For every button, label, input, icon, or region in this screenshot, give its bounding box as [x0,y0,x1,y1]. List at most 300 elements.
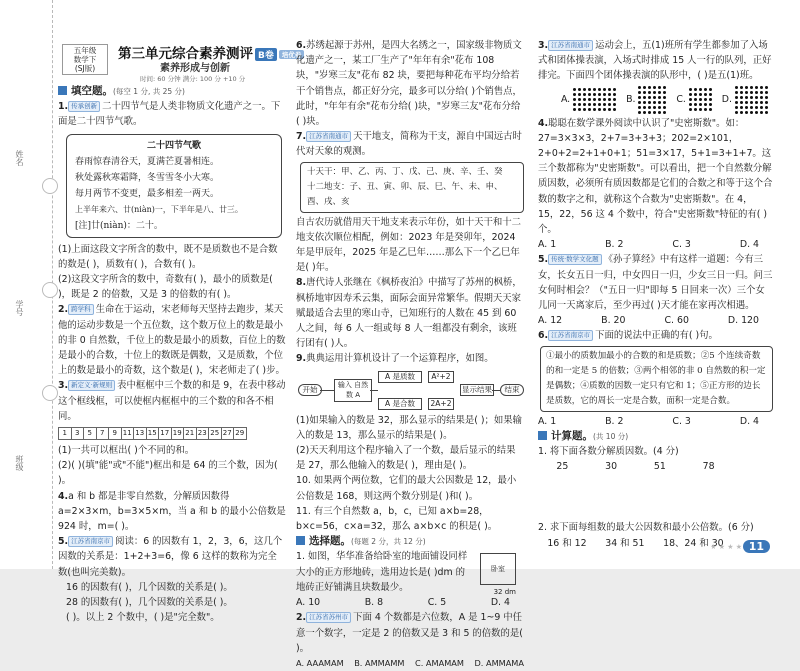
star-decoration: ★ ★ ★ ★ [710,543,742,551]
dot [613,103,616,106]
dot [709,108,712,111]
dot [745,96,748,99]
dot [603,103,606,106]
flow-arrow [320,390,334,391]
question-text: 唐代诗人张继在《枫桥夜泊》中描写了苏州的枫桥，枫桥地审因寿禾云集，面际会面异常繁华。假期天天家赋最适合去里的寒山寺，已知班行的人数在 45 到 60 人之间，每 6 人一组或每 8 人一组都没有剩余，该班行团有( )人。 [296,277,522,350]
grid-cell: 11 [122,427,135,440]
flow-double: 2A+2 [428,398,454,410]
dot [704,108,707,111]
dot [760,101,763,104]
binding-hole [42,385,58,401]
formation-d[interactable] [722,86,768,114]
name-label: 姓名 [15,150,24,166]
dot [593,108,596,111]
grid-cell: 17 [159,427,172,440]
option-a[interactable]: A. 1 [538,239,557,251]
dot [613,108,616,111]
dot [709,98,712,101]
question-tag: 江苏省南通市 [306,131,351,142]
dot [765,106,768,109]
dot [613,98,616,101]
question-text: 二十四节气是人类非物质文化遗产之一。下面是二十四节气歌。 [58,101,281,128]
choice-1 [296,549,524,595]
dot [704,98,707,101]
question-5-part-2: 28 的因数有( )，几个因数的关系是( )。 [66,597,233,609]
question-3: 3. 新定义·新规则 表中框框中三个数的和是 9，在表中移动这个框线框，可以使框内框框中的三个数的和各不相同。 [58,380,286,422]
dot [694,93,697,96]
dot [760,106,763,109]
dot [638,101,641,104]
dot [735,111,738,114]
question-1: 1. 传承创新 二十四节气是人类非物质文化遗产之一。下面是二十四节气歌。 [58,101,281,128]
dot [583,98,586,101]
poem-line: 上半年来六、廿(niàn)一，下半年是八、廿三。 [75,204,243,214]
question-tag: 跨学科 [68,304,94,315]
dot [663,96,666,99]
dot [709,93,712,96]
dot [745,111,748,114]
dot [765,91,768,94]
dot [663,86,666,89]
choice-2: 2. 江苏省苏州市 下面 4 个数都是六位数，A 是 1~9 中任意一个数字，一定是 2 的倍数又是 3 和 5 的倍数的是( )。 [296,612,523,654]
dot [583,93,586,96]
question-3-part-2: (2)( )(填"能"或"不能")框出和是 64 的三个数，因为( )。 [58,460,278,487]
option-c[interactable]: C. 5 [427,597,447,609]
question-9-part-1: (1)如果输入的数是 32，那么显示的结果是( )；如果输入的数是 13，那么显示的结果是( )。 [296,414,522,441]
flow-square: A²+2 [428,371,454,383]
question-tag: 传承创新 [68,101,100,112]
tiangan-line: 十天干：甲、乙、丙、丁、戊、己、庚、辛、壬、癸 [307,166,503,177]
dot [578,98,581,101]
dot [573,108,576,111]
dot-grid [573,88,616,111]
dot [648,111,651,114]
class-label: 班级 [15,455,24,471]
question-text: 聪聪在数学课外阅读中认识了"史密斯数"。如：27=3×3×3，2+7=3+3+3；202=2×101，2+0+2=2+1+0+1；51=3×17，5+1=3+1+7。这三个数都称为"史密斯数"。可以看出，把一个自然数分解质因数，必须所有质因数都是它们的合数之和等于这个合数的数字之和，就称这个合数为"史密斯数"。在 4，15，22，56 这 4 个数中，符合"史密斯数"特征的有( )个。 [538,117,773,236]
flow-arrow [492,390,500,391]
dot [573,98,576,101]
grid-cell: 23 [197,427,210,440]
dot [694,88,697,91]
question-tag: 江苏省南京市 [68,536,113,547]
dot [653,106,656,109]
dot [689,108,692,111]
dot [704,93,707,96]
dot [750,91,753,94]
section-icon [538,431,547,440]
binding-hole [42,178,58,194]
dot [648,86,651,89]
dot [755,86,758,89]
option-c[interactable]: C. 60 [664,315,689,327]
dot [588,108,591,111]
dot [689,103,692,106]
calc-1-text: 1. 将下面各数分解质因数。(4 分) [538,446,679,458]
section-note: (共 10 分) [593,431,629,441]
option-d[interactable]: D. 4 [739,415,759,427]
question-7-rest: 自古农历就借用天干地支来表示年份，如十天干和十二地支依次顺位相配，例如：2023 年是癸卯年，2024 年是甲辰年，2025 年是乙巳年……那么下一个乙巳年是( )年。 [296,216,522,274]
page-subtitle: 素养形成与创新 [160,63,230,74]
dot [598,103,601,106]
grid-cell: 15 [147,427,160,440]
dot [735,86,738,89]
dot [653,96,656,99]
dot [745,91,748,94]
option-a[interactable]: A. 10 [296,597,321,609]
choice-6: 6. 江苏省南京市 下面的说法中正确的有( )句。 [538,330,718,342]
dot [643,106,646,109]
dot [598,93,601,96]
question-text: 下面 4 个数都是六位数，A 是 1~9 中任意一个数字，一定是 2 的倍数又是 3 和 5 的倍数的是( )。 [296,612,523,654]
dot [608,103,611,106]
grid-cell: 7 [97,427,110,440]
dot [699,93,702,96]
dot [689,88,692,91]
number-grid [58,427,286,440]
question-text: 表中框框中三个数的和是 9，在表中移动这个框线框，可以使框内框框中的三个数的和各不相同。 [58,380,286,422]
poem-title: 二十四节气歌 [146,140,201,151]
option-b[interactable]: B. 8 [364,597,384,609]
dot [740,91,743,94]
dot [648,91,651,94]
grid-cell: 5 [84,427,97,440]
dot [755,96,758,99]
flow-start: 开始 [298,384,322,396]
dot [663,101,666,104]
dot [653,111,656,114]
section-note: (每题 2 分，共 12 分) [351,537,426,547]
calc-number: 51 [653,461,666,473]
dot [694,108,697,111]
choice-2-options [296,656,524,671]
calc-number: 78 [702,461,715,473]
dizhi-line: 十二地支：子、丑、寅、卯、辰、巳、午、未、申、酉、戌、亥 [307,181,503,207]
binding-hole [42,282,58,298]
question-tag: 江苏省南京市 [548,330,593,341]
room-width: 32 dm [493,588,516,597]
question-1-part-1: (1)上面这段文字所含的数中，既不是质数也不是合数的数是( )，质数有( )，合数有( )。 [58,243,278,270]
dot [648,101,651,104]
formation-c[interactable] [676,86,712,114]
question-text: a 和 b 都是非零自然数，分解质因数得 a=2×3×m，b=3×5×m，当 a 和 b 的最小公倍数是 924 时，m=( )。 [58,490,286,533]
dot [658,96,661,99]
dot [735,101,738,104]
dot [598,98,601,101]
option-c-label: C. [676,94,686,105]
dot [750,106,753,109]
formation-b[interactable] [626,86,666,114]
dot [648,106,651,109]
dot [745,86,748,89]
edition-line: (SJ版) [74,64,96,73]
dot [608,93,611,96]
dot [588,98,591,101]
dot [643,86,646,89]
choice-4: 4.聪聪在数学课外阅读中认识了"史密斯数"。如：27=3×3×3，2+7=3+3+3；202=2×101，2+0+2=2+1+0+1；51=3×17，5+1=3+1+7。这三个数都称为"史密斯数"。可以看出，把一个自然数分解质因数，必须所有质因数都是它们的合数之和等于这个合数的数字之和，就称这个合数为"史密斯数"。在 4，15，22，56 这 4 个数中，符合"史密斯数"特征的有( )个。 [538,117,773,236]
poem-note: [注]廿(niàn)：二十。 [75,220,163,231]
dot [755,91,758,94]
dot [760,86,763,89]
option-d[interactable]: D. 120 [727,315,759,327]
option-a[interactable]: A. 1 [538,415,557,427]
dot [578,93,581,96]
page-number: 11 [743,540,770,553]
dot [658,86,661,89]
dot [638,111,641,114]
column-3 [538,38,773,551]
dot [643,101,646,104]
flow-prime: A 是质数 [378,371,422,383]
dot [750,86,753,89]
dot [755,106,758,109]
grid-cell: 3 [72,427,85,440]
dot [694,103,697,106]
grid-cell: 21 [184,427,197,440]
choice-6-options [538,414,773,429]
grid-cell: 1 [58,427,72,440]
poem-box [66,134,282,238]
dot [573,93,576,96]
dot [735,96,738,99]
dot [755,101,758,104]
section-note: (每空 1 分, 共 25 分) [113,87,185,96]
dot [704,103,707,106]
dot [765,96,768,99]
dot [578,88,581,91]
grade-tag [62,44,108,75]
question-10: 10. 如果两个两位数，它们的最大公因数是 12，最小公倍数是 168，则这两个数分别是( )和( )。 [296,475,517,502]
dot [638,106,641,109]
option-d[interactable]: D. 4 [739,239,759,251]
option-b[interactable]: B. AMMAMM [354,657,405,668]
choice-1-options [296,595,524,610]
question-text: 运动会上，五(1)班所有学生都参加了入场式和团体操表演，入场式时排成 15 人一行的队列，正好排完。下面四个团体操表演的队形中，( )是五(1)班。 [538,40,772,82]
dot [613,88,616,91]
dot [653,91,656,94]
flow-show: 显示结果 [462,384,492,394]
question-7: 7. 江苏省南通市 天干地支，简称为干支，源自中国远古时代对天象的观测。 [296,131,522,158]
dot [765,101,768,104]
column-2 [296,38,524,671]
grid-cell: 19 [172,427,185,440]
calc-pair: 18、24 和 30 [663,537,724,549]
question-tag: 新定义·新规则 [68,380,115,391]
option-c[interactable]: C. 3 [672,415,691,427]
room-diagram [480,553,516,585]
dot [699,98,702,101]
ganzhi-box [300,162,524,213]
dot [658,101,661,104]
question-3-part-1: (1)一共可以框出( )个不同的和。 [58,445,195,457]
question-2: 2. 跨学科 生命在于运动，宋老师每天坚持去跑步，某天他的运动步数是一个五位数，这个数万位上的数是最小的非 0 自然数，千位上的数是最小的质数，百位上的数是最小的合数，十位上的数既是偶数，又是质数，个位上的数是最小的奇数，这个数是( )，宋老师走了( )步。 [58,304,286,377]
dot [608,88,611,91]
dot [593,103,596,106]
flow-arrow [370,390,378,391]
dot [593,88,596,91]
dot [663,106,666,109]
section-calculation [538,429,773,444]
dot [735,91,738,94]
dot [638,96,641,99]
dot [643,96,646,99]
option-d[interactable]: D. 4 [490,597,510,609]
dot [583,88,586,91]
grid-cell: 25 [209,427,222,440]
dot [740,86,743,89]
subject-line: 数学下 [73,55,97,64]
dot [588,103,591,106]
option-b[interactable]: B. 2 [605,239,624,251]
room-label: 卧室 [491,565,505,574]
question-tag: 江苏省南通市 [548,40,593,51]
formation-options [556,86,773,114]
section-title: 填空题。 [71,85,113,97]
dot [699,108,702,111]
option-c[interactable]: C. AMAMAM [415,657,464,668]
dot [745,106,748,109]
dot-grid [689,88,712,111]
question-5-part-3: ( )。以上 2 个数中，( )是"完全数"。 [66,612,220,624]
question-6: 6.苏绣起源于苏州，是四大名绣之一，国家级非物质文化遗产之一，某工厂生产了"年年有余"花布 108 块，"岁寒三友"花布 82 块，要把每种花布平均分给若干个销售点，都正好分完，最多可以分给( )个销售点，此时，"年年有余"花布分给( )块，"岁寒三友"花布分给( )块。 [296,40,522,128]
dot [603,108,606,111]
dot [658,106,661,109]
option-a[interactable]: A. 12 [538,315,563,327]
dot [578,108,581,111]
grade-line: 五年级 [73,46,97,55]
question-text: 1. 如图，华华准备给卧室的地面铺设同样大小的正方形地砖，选用边长是( )dm 的地砖正好铺满且块数最少。 [296,551,468,593]
dot [658,111,661,114]
option-c[interactable]: C. 3 [672,239,691,251]
poem-line: 每月两节不变更，最多相差一两天。 [75,188,220,199]
question-text: 生命在于运动，宋老师每天坚持去跑步，某天他的运动步数是一个五位数，这个数万位上的数是最小的非 0 自然数，千位上的数是最小的质数，百位上的数是最小的合数，十位上的数既是偶数，又是质数，个位上的数是最小的奇数，这个数是( )，宋老师走了( )步。 [58,304,286,377]
calc-number: 25 [556,461,569,473]
dot [740,101,743,104]
column-1 [58,84,286,625]
flowchart [296,369,524,411]
paper-badge: B卷 [255,48,277,61]
option-d[interactable]: D. AMMAMA [474,657,524,668]
dot [608,98,611,101]
question-11: 11. 有三个自然数 a，b，c，已知 a×b=28，b×c=56，c×a=32，那么 a×b×c 的积是( )。 [296,505,498,533]
poem-line: 春雨惊春清谷天，夏满芒夏暑相连。 [75,156,220,167]
dot [643,111,646,114]
section-icon [296,536,305,545]
question-4: 4.a 和 b 都是非零自然数，分解质因数得 a=2×3×m，b=3×5×m，当 a 和 b 的最小公倍数是 924 时，m=( )。 [58,490,286,533]
dot [588,88,591,91]
dot [709,103,712,106]
poem-line: 秋处露秋寒霜降，冬雪雪冬小大寒。 [75,172,220,183]
dot [603,88,606,91]
dot [598,108,601,111]
option-d-label: D. [721,94,732,105]
grid-cell: 9 [109,427,122,440]
dot [658,91,661,94]
formation-a[interactable] [561,86,616,114]
dot [740,96,743,99]
dot [765,86,768,89]
calc-pair: 34 和 51 [605,537,645,549]
calc-2-text: 2. 求下面每组数的最大公因数和最小公倍数。(6 分) [538,522,754,534]
dot [689,93,692,96]
flow-end: 结束 [500,384,524,396]
dot [694,98,697,101]
dot [583,103,586,106]
question-text: 苏绣起源于苏州，是四大名绣之一，国家级非物质文化遗产之一，某工厂生产了"年年有余"花布 108 块，"岁寒三友"花布 82 块，要把每种花布平均分给若干个销售点，都正好分完，最多可以分给( )个销售点，此时，"年年有余"花布分给( )块，"岁寒三友"花布分给( )块。 [296,40,522,128]
flow-input-label: 输入 自然数 A [337,380,369,399]
choice-5-options [538,313,773,328]
answer-space[interactable] [538,474,773,520]
dot [689,98,692,101]
dot-grid [638,86,666,114]
dot [638,86,641,89]
dot [709,88,712,91]
student-id-label: 学号 [15,300,24,316]
question-text: 典典运用计算机设计了一个运算程序，如图。 [306,353,494,365]
dot-grid [735,86,768,114]
question-1-part-2: (2)这段文字所含的数中，奇数有( )，最小的质数是( )，既是 2 的倍数，又是 3 的倍数的有( )。 [58,274,273,301]
dot [735,106,738,109]
dot [704,88,707,91]
option-b[interactable]: B. 2 [605,415,624,427]
section-choice [296,534,524,549]
dot [603,98,606,101]
question-text: 天干地支，简称为干支，源自中国远古时代对天象的观测。 [296,131,522,158]
dot [699,88,702,91]
question-tag: 传统·数学文化题 [548,254,602,265]
dot [643,91,646,94]
dot [699,103,702,106]
dot [750,111,753,114]
grid-cell: 27 [222,427,235,440]
dot [603,93,606,96]
dot [745,101,748,104]
dot [648,96,651,99]
dot [598,88,601,91]
grid-cell: 13 [134,427,147,440]
dot [653,101,656,104]
title-text: 第三单元综合素养测评 [118,46,253,62]
dot [573,103,576,106]
dot [608,108,611,111]
question-tag: 江苏省苏州市 [306,612,351,623]
section-icon [58,86,67,95]
exam-meta: 时间: 60 分钟 满分: 100 分 +10 分 [140,75,246,83]
dot [765,111,768,114]
dot [588,93,591,96]
dot [663,111,666,114]
dot [593,93,596,96]
section-title: 选择题。 [309,535,351,548]
dot [760,96,763,99]
option-b[interactable]: B. 20 [601,315,626,327]
choice-5: 5. 传统·数学文化题 《孙子算经》中有这样一道题：今有三女，长女五日一归，中女四日一归，少女三日一归。问三女何时相会？（"五日一归"即每 5 日回来一次）三个女儿同一天离家后，至少再过( )天才能在家再次相遇。 [538,254,773,312]
option-a[interactable]: A. AAAMAM [296,657,344,668]
question-9-part-2: (2)天天利用这个程序输入了一个数，最后显示的结果是 27，那么他输入的数是( )，理由是( )。 [296,445,516,472]
dot [638,91,641,94]
dot [760,111,763,114]
level-badge: 培优卷 [279,50,305,59]
choice-3: 3. 江苏省南通市 运动会上，五(1)班所有学生都参加了入场式和团体操表演，入场式时排成 15 人一行的队列，正好排完。下面四个团体操表演的队形中，( )是五(1)班。 [538,40,772,82]
dot [613,93,616,96]
question-9: 9.典典运用计算机设计了一个运算程序，如图。 [296,353,494,365]
dot [583,108,586,111]
choice-4-options [538,237,773,252]
dot [740,106,743,109]
section-fill-blank [58,84,286,99]
dot [593,98,596,101]
question-8: 8.唐代诗人张继在《枫桥夜泊》中描写了苏州的枫桥，枫桥地审因寿禾云集，面际会面异常繁华。假期天天家赋最适合去里的寒山寺，已知班行的人数在 45 到 60 人之间，每 6 人一组或每 8 人一组都没有剩余，该班行团有( )人。 [296,277,522,350]
dot [760,91,763,94]
